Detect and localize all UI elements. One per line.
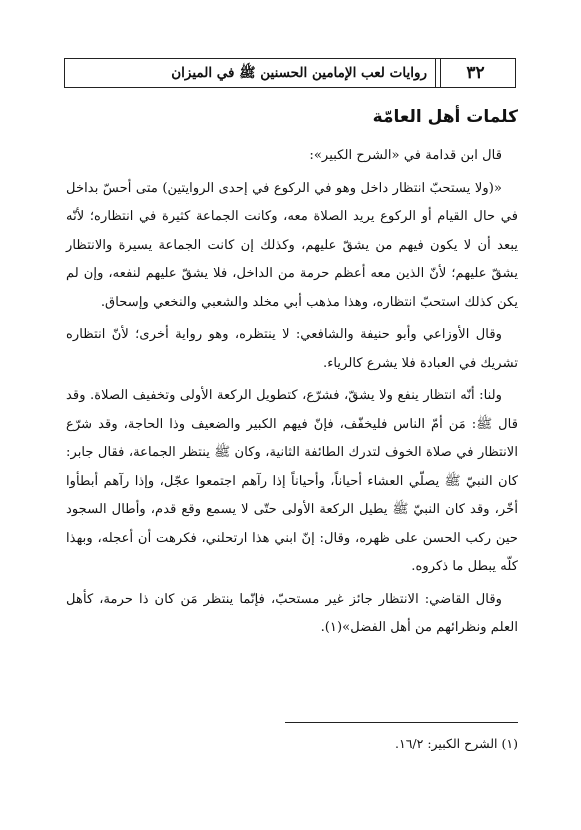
page-header bbox=[64, 58, 516, 88]
paragraph: قال ابن قدامة في «الشرح الكبير»: bbox=[309, 148, 502, 163]
section-title: كلمات أهل العامّة bbox=[372, 107, 518, 127]
footnote-divider bbox=[285, 722, 518, 723]
paragraph: «(ولا يستحبّ انتظار داخل وهو في الركوع في إحدى الروايتين) متى أحسّ بداخل في حال القيام أو الركوع يريد الصلاة معه، وكانت الجماعة كثيرة في انتظاره؛ لأنّه يبعد أن لا يكون فيهم من يشقّ عليهم، وكذلك إن كانت الجماعة يسيرة والانتظار يشقّ عليهم؛ لأنّ الذين معه أعظم حرمة من الداخل، فلا يشقّ عليهم لنفعه، وإن لم يكن كذلك استحبّ انتظاره، وهذا مذهب أبي مخلد والشعبي والنخعي وإسحاق. bbox=[66, 180, 518, 310]
paragraph: وقال القاضي: الانتظار جائز غير مستحبّ، فإنّما ينتظر مَن كان ذا حرمة، كأهل العلم ونظرائهم من أهل الفضل»(١). bbox=[66, 591, 518, 635]
footnote: (١) الشرح الكبير: ١٦/٢. bbox=[395, 736, 518, 751]
page-number: ٣٢ bbox=[435, 59, 515, 87]
paragraph: ولنا: أنّه انتظار ينفع ولا يشقّ، فشرّع، كتطويل الركعة الأولى وتخفيف الصلاة. وقد قال ﷺ: مَن أمّ الناس فليخفّف، فإنّ فيهم الكبير والضعيف وذا الحاجة، وقد شرّع الانتظار في صلاة الخوف لتدرك الطائفة الثانية، وكان ﷺ ينتظر الجماعة، فقال جابر: كان النبيّ ﷺ يصلّي العشاء أحياناً، وأحياناً إذا رآهم اجتمعوا عجّل، وإذا رآهم أبطأوا أخّر، وقد كان النبيّ ﷺ يطيل الركعة الأولى حتّى لا يسمع وقع قدم، وأطال السجود حين ركب الحسن على ظهره، وقال: إنّ ابني هذا ارتحلني، فكرهت أن أعجله، وبهذا كلّه يبطل ما ذكروه. bbox=[66, 388, 518, 574]
main-content bbox=[66, 104, 518, 647]
running-title: روايات لعب الإمامين الحسنين ﷺ في الميزان bbox=[171, 65, 427, 81]
paragraph: وقال الأوزاعي وأبو حنيفة والشافعي: لا ينتظره، وهو رواية أخرى؛ لأنّ انتظاره تشريك في العبادة فلا يشرع كالرياء. bbox=[66, 327, 518, 371]
